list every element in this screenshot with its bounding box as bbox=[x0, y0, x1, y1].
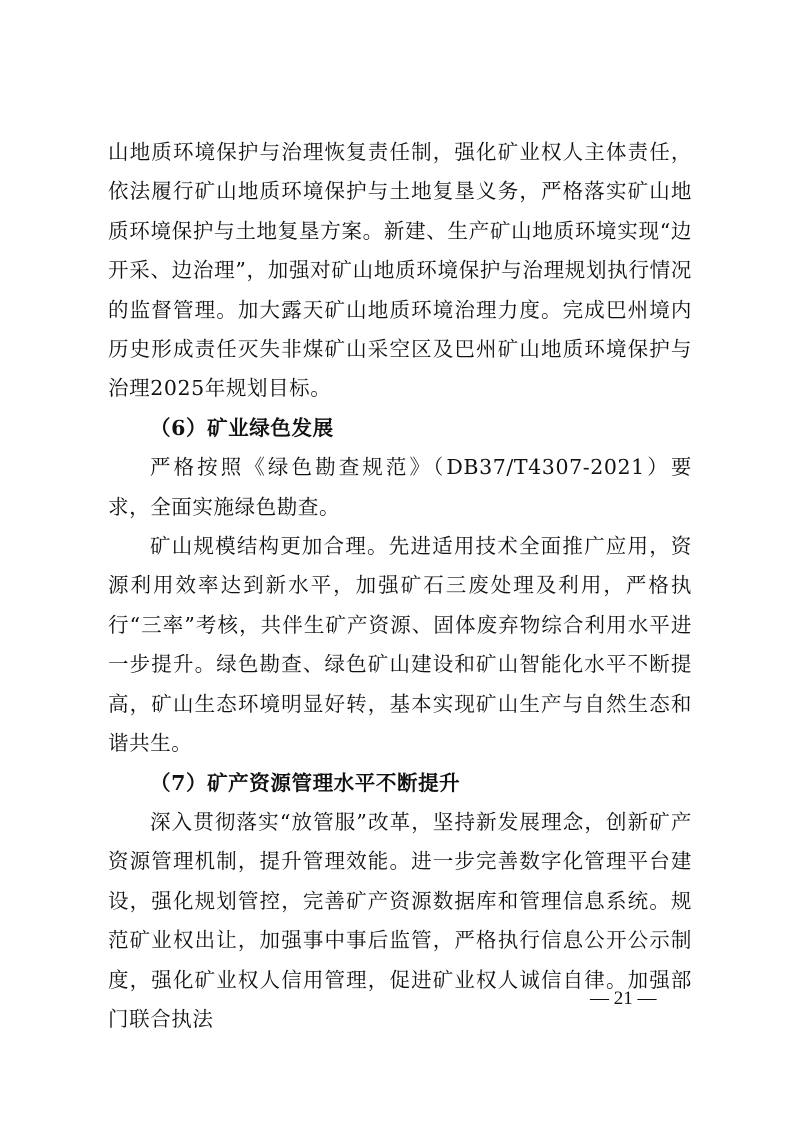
section-heading-green-development: （6）矿业绿色发展 bbox=[150, 415, 334, 440]
paragraph-reform: 深入贯彻落实“放管服”改革，坚持新发展理念，创新矿产资源管理机制，提升管理效能。进一步完善数字化管理平台建设，强化规划管控，完善矿产资源数据库和管理信息系统。规范矿业权出让，加强事中事后监管，严格执行信息公开公示制度，强化矿业权人信用管理，促进矿业权人诚信自律。加强部门联合执法 bbox=[108, 809, 692, 1031]
document-body bbox=[108, 133, 692, 1039]
page-number: — 21 — bbox=[590, 988, 657, 1009]
paragraph-mine-structure: 矿山规模结构更加合理。先进适用技术全面推广应用，资源利用效率达到新水平，加强矿石三废处理及利用，严格执行“三率”考核，共伴生矿产资源、固体废弃物综合利用水平进一步提升。绿色勘查、绿色矿山建设和矿山智能化水平不断提高，矿山生态环境明显好转，基本实现矿山生产与自然生态和谐共生。 bbox=[108, 534, 692, 756]
paragraph-green-exploration: 严格按照《绿色勘查规范》（DB37/T4307-2021）要求，全面实施绿色勘查。 bbox=[108, 455, 692, 519]
paragraph-geological-protection: 山地质环境保护与治理恢复责任制，强化矿业权人主体责任，依法履行矿山地质环境保护与土地复垦义务，严格落实矿山地质环境保护与土地复垦方案。新建、生产矿山地质环境实现“边开采、边治理”，加强对矿山地质环境保护与治理规划执行情况的监督管理。加大露天矿山地质环境治理力度。完成巴州境内历史形成责任灭失非煤矿山采空区及巴州矿山地质环境保护与治理2025年规划目标。 bbox=[108, 140, 692, 401]
section-heading-management-level: （7）矿产资源管理水平不断提升 bbox=[150, 770, 461, 795]
